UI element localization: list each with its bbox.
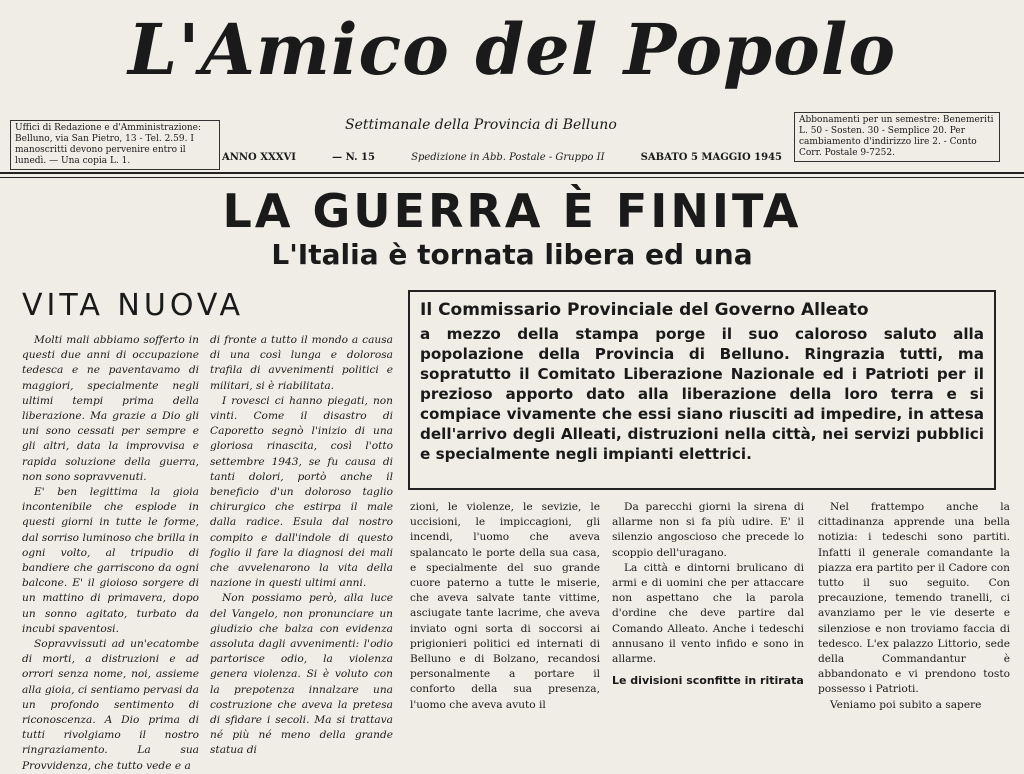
article-column-5 xyxy=(818,500,1010,711)
paragraph: Non possiamo però, alla luce del Vangelo, non pronunciare un giudizio che balza con evidenza assoluta dagli avvenimenti: l'odio partorisce odio, la violenza genera violenza. Si è voluto con la prepotenza innalzare una costruzione che aveva la pretesa di sfidare i secoli. Ma si trattava né più né meno della grande statua di xyxy=(210,592,393,757)
article-column-2 xyxy=(210,333,393,757)
issue-year: ANNO XXXVI xyxy=(222,152,296,163)
subscription-box: Abbonamenti per un semestre: Benemeriti L. 50 - Sosten. 30 - Semplice 20. Per cambiamento d'indirizzo lire 2. - Conto Corr. Postale 9-7252. xyxy=(794,112,1000,162)
issue-date: SABATO 5 MAGGIO 1945 xyxy=(640,152,782,163)
paragraph: Molti mali abbiamo sofferto in questi due anni di occupazione tedesca e ne paventavamo di maggiori, specialmente negli ultimi tempi prima della liberazione. Ma grazie a Dio gli uni sono cessati per sempre e gli altri, data la improvvisa e rapida soluzione della guerra, non sono sopravvenuti. xyxy=(22,334,199,483)
paragraph: Nel frattempo anche la cittadinanza apprende una bella notizia: i tedeschi sono partiti. Infatti il generale comandante la piazza era partito per il Cadore con tutto il suo seguito. Con precauzione, temendo tranelli, ci avanziamo per le vie deserte e silenziose e non troviamo faccia di tedesco. L'ex palazzo Littorio, sede della Commandantur è abbandonato e vi prendono tosto possesso i Patrioti. xyxy=(818,501,1010,696)
paragraph: Veniamo poi subito a sapere xyxy=(830,698,982,711)
main-headline: LA GUERRA È FINITA xyxy=(222,184,802,238)
masthead-rule xyxy=(0,172,1024,174)
paragraph: Da parecchi giorni la sirena di allarme non si fa più udire. E' il silenzio angoscioso che precede lo scoppio dell'uragano. xyxy=(612,501,804,559)
issue-number: — N. 15 xyxy=(332,152,375,163)
paragraph: La città e dintorni brulicano di armi e di uomini che per attaccare non aspettano che la parola d'ordine che deve partire dal Comando Alleato. Anche i tedeschi annusano il vento infido e sono in allarme. xyxy=(612,561,804,666)
paragraph: zioni, le violenze, le sevizie, le uccisioni, le impiccagioni, gli incendi, l'uomo che aveva spalancato le porte della sua casa, e specialmente del suo grande cuore paterno a tutte le miserie, che aveva salvate tante vittime, asciugate tante lacrime, che aveva inviato ogni sorta di soccorsi ai prigionieri politici ed internati di Belluno e di Bolzano, recandosi personalmente a portare il conforto della sua presenza, l'uomo che aveva avuto il xyxy=(410,501,600,711)
notice-text: a mezzo della stampa porge il suo caloroso saluto alla popolazione della Provincia di Belluno. Ringrazia tutti, ma sopratutto il Comitato Liberazione Nazionale ed i Patrioti per il prezioso apporto dato alla liberazione della loro terra e si compiace vivamente che essi siano riusciti ad impedire, in attesa dell'arrivo degli Alleati, distruzioni nella città, nei servizi pubblici e specialmente negli impianti elettrici. xyxy=(420,325,984,463)
article-column-1 xyxy=(22,333,199,772)
article-title-vita-nuova: VITA NUOVA xyxy=(22,288,245,323)
commissioner-notice-box xyxy=(408,290,996,490)
section-heading: Le divisioni sconfitte in ritirata xyxy=(612,674,804,688)
editorial-office-box: Uffici di Redazione e d'Amministrazione: Belluno, via San Pietro, 13 - Tel. 2.59. I manoscritti devono pervenire entro il lunedì. — Una copia L. 1. xyxy=(10,120,220,170)
paragraph: E' ben legittima la gioia incontenibile che esplode in questi giorni in tutte le forme, dal sorriso luminoso che brilla in ogni volto, al tripudio di bandiere che garriscono da ogni balcone. E' il gioioso sorgere di un mattino di primavera, dopo un sonno agitato, turbato da incubi spaventosi. xyxy=(22,486,199,635)
paragraph: Sopravvissuti ad un'ecatombe di morti, a distruzioni e ad orrori senza nome, noi, assieme alla gioia, ci sentiamo pervasi da un profondo sentimento di riconoscenza. A Dio prima di tutti rivolgiamo il nostro ringraziamento. La sua Provvidenza, che tutto vede e a xyxy=(22,638,199,772)
article-column-4 xyxy=(612,500,804,700)
notice-title: Il Commissario Provinciale del Governo Alleato xyxy=(420,300,869,320)
newspaper-subtitle: Settimanale della Provincia di Belluno xyxy=(345,117,617,133)
paragraph: di fronte a tutto il mondo a causa di una così lunga e dolorosa trafila di avvenimenti politici e militari, si è riabilitata. xyxy=(210,334,393,392)
article-column-3 xyxy=(410,500,600,711)
masthead-rule-thin xyxy=(0,177,1024,178)
sub-headline: L'Italia è tornata libera ed una xyxy=(271,238,753,271)
masthead-title: L'Amico del Popolo xyxy=(127,8,897,91)
dateline xyxy=(222,152,782,163)
postal-note: Spedizione in Abb. Postale - Gruppo II xyxy=(411,152,605,163)
paragraph: I rovesci ci hanno piegati, non vinti. Come il disastro di Caporetto segnò l'inizio di una gloriosa rinascita, così l'otto settembre 1943, se fu causa di tanti dolori, portò anche il beneficio d'un doloroso taglio chirurgico che estirpa il male dalla radice. Esula dal nostro compito e dall'indole di questo foglio il fare la diagnosi dei mali che avvelenarono la vita della nazione in questi ultimi anni. xyxy=(210,394,393,590)
